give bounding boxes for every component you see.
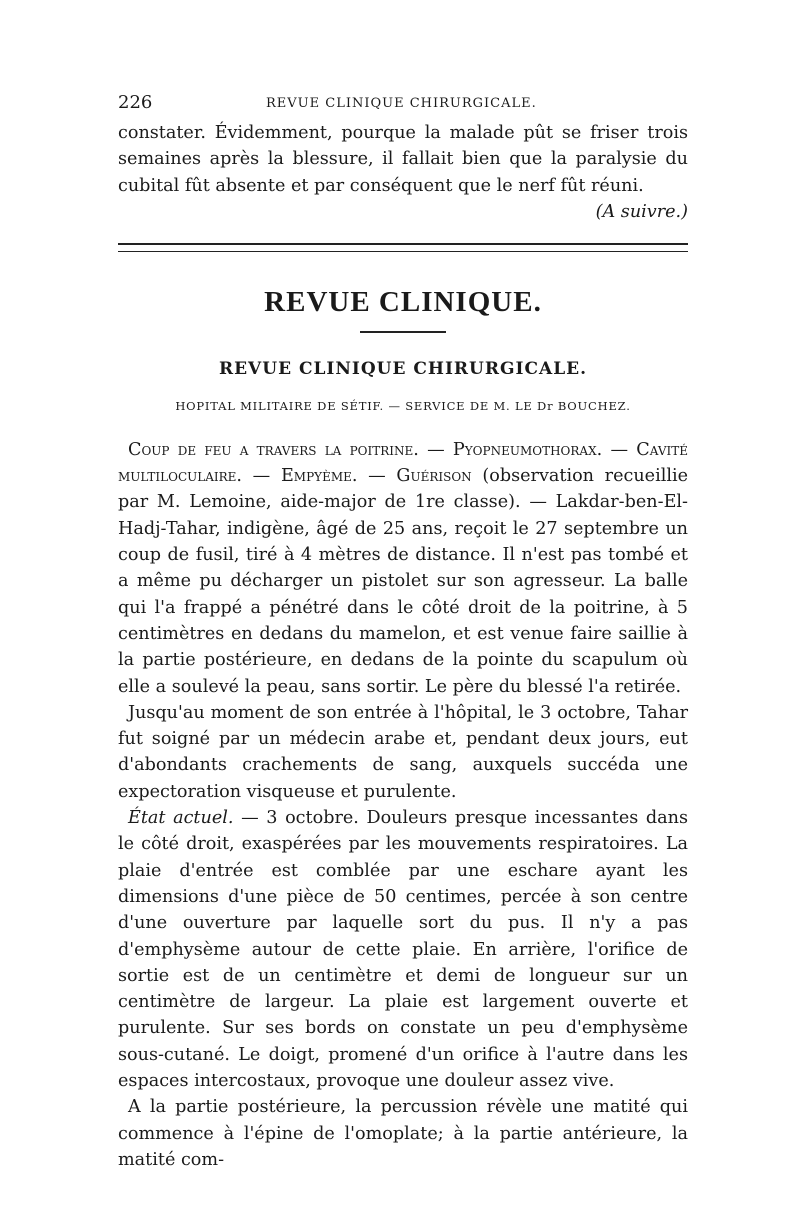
percussion-paragraph: A la partie postérieure, la percussion révèle une matité qui commence à l'épine de l'omoplate; à la partie antérieure, la matité com- [118,1097,688,1170]
section-divider [118,243,688,252]
running-header [118,92,688,120]
section-subtitle: REVUE CLINIQUE CHIRURGICALE. [218,358,588,379]
page-number: 226 [118,92,153,113]
page [118,92,688,1173]
current-state-text: — 3 octobre. Douleurs presque incessantes dans le côté droit, exaspérées par les mouvements respiratoires. La plaie d'entrée est comblée par une eschare ayant les dimensions d'une pièce de 50 centimes, percée à son centre d'une ouverture par laquelle sort du pus. Il n'y a pas d'emphysème autour de cette plaie. En arrière, l'orifice de sortie est de un centimètre et demi de longueur sur un centimètre de largeur. La plaie est largement ouverte et purulente. Sur ses bords on constate un peu d'emphysème sous-cutané. Le doigt, promené d'un orifice à l'autre dans les espaces intercostaux, provoque une douleur assez vive. [118,808,688,1092]
running-title: REVUE CLINIQUE CHIRURGICALE. [266,96,537,111]
case-intro-text: (observation recueillie par M. Lemoine, aide-major de 1re classe). — Lakdar-ben-El-Hadj-Tahar, indigène, âgé de 25 ans, reçoit le 27 septembre un coup de fusil, tiré à 4 mètres de distance. Il n'est pas tombé et a même pu décharger un pistolet sur son agresseur. La balle qui l'a frappé a pénétré dans le côté droit de la poitrine, à 5 centimètres en dedans du mamelon, et est venue faire saillie à la partie postérieure, en dedans de la pointe du scapulum où elle a soulevé la peau, sans sortir. Le père du blessé l'a retirée. [118,466,689,697]
current-state-paragraph [118,805,688,1094]
case-heading: Coup de feu a travers la poitrine. — Pyopneumothorax. — Cavité multiloculaire. — Empyème. — Guérison [118,439,688,487]
history-paragraph: Jusqu'au moment de son entrée à l'hôpital, le 3 octobre, Tahar fut soigné par un médecin arabe et, pendant deux jours, eut d'abondants crachements de sang, auxquels succéda une expectoration visqueuse et purulente. [118,702,688,802]
hospital-line: HOPITAL MILITAIRE DE SÉTIF. — SERVICE DE M. LE Dr BOUCHEZ. [175,398,631,413]
continuation-paragraph: constater. Évidemment, pourque la malade pût se friser trois semaines après la blessure, il fallait bien que la paralysie du cubital fût absente et par conséquent que le nerf fût réuni. [118,123,688,196]
section-title: REVUE CLINIQUE. [264,285,542,318]
case-intro-paragraph [118,437,688,700]
to-be-continued: (A suivre.) [595,201,688,222]
spacer [118,413,688,437]
current-state-label: État actuel. [128,808,234,829]
title-rule [360,331,446,333]
